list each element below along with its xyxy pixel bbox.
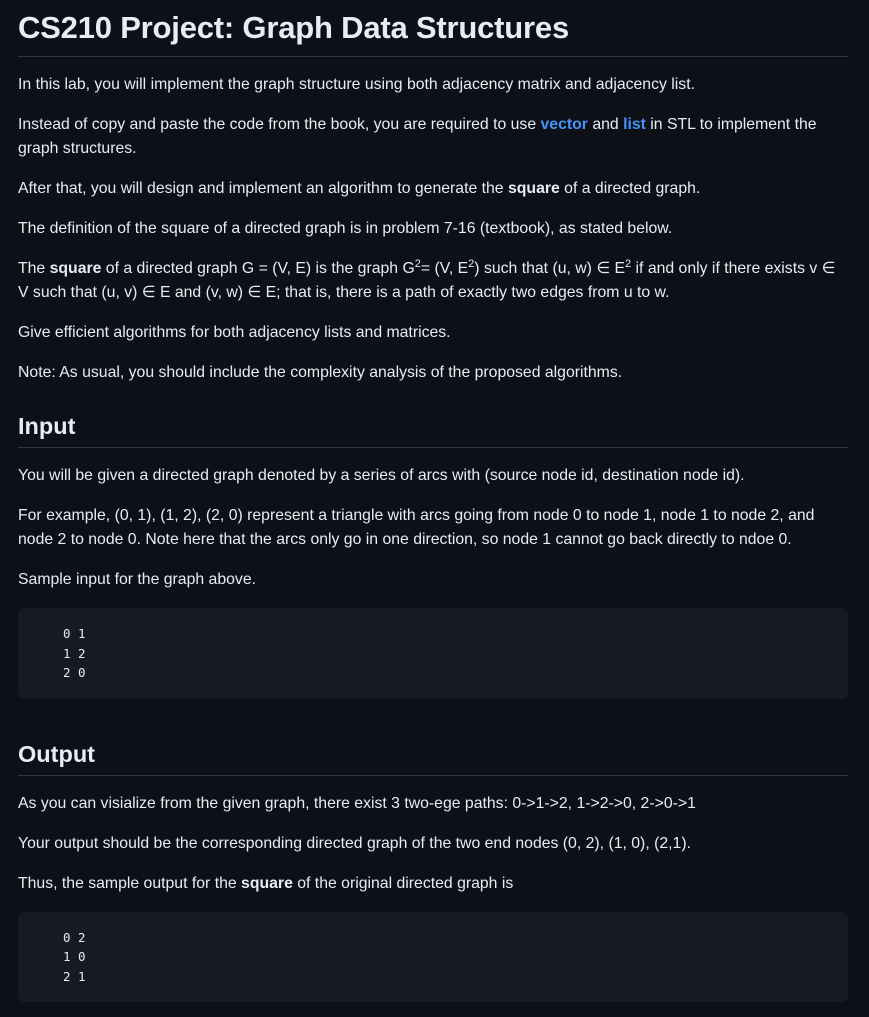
list-link[interactable]: list <box>623 116 646 133</box>
square-definition-paragraph <box>18 257 848 305</box>
definition-sup-2: 2 <box>468 258 475 270</box>
output-p3-text-before: Thus, the sample output for the <box>18 874 242 892</box>
output-paragraph-1: As you can visialize from the given graph, there exist 3 two-ege paths: 0->1->2, 1->2->0, 2->0->1 <box>18 794 696 812</box>
code-line: 1 0 <box>63 949 86 964</box>
input-paragraph-3: Sample input for the graph above. <box>18 571 256 588</box>
output-heading: Output <box>18 739 848 776</box>
intro-p2-text-before: Instead of copy and paste the code from the book, you are required to use <box>18 116 541 133</box>
output-paragraph-3 <box>18 872 848 896</box>
code-line: 2 0 <box>63 665 86 680</box>
input-paragraph-1: You will be given a directed graph denoted by a series of arcs with (source node id, destination node id). <box>18 467 745 484</box>
intro-paragraph-2 <box>18 113 848 161</box>
intro-p3-bold: square <box>507 180 560 197</box>
definition-sup-3: 2 <box>625 258 632 270</box>
output-p3-bold: square <box>241 874 293 892</box>
intro-note: Note: As usual, you should include the complexity analysis of the proposed algorithms. <box>18 364 623 381</box>
intro-paragraph-6: Give efficient algorithms for both adjacency lists and matrices. <box>18 324 451 341</box>
intro-paragraph-3 <box>18 177 848 201</box>
sample-input-code-block[interactable] <box>18 608 848 699</box>
definition-text-d: if and only if there exists v ∈ V such that (u, v) ∈ E and (v, w) ∈ E; that is, there is a path of exactly two edges from u to w. <box>18 260 836 301</box>
code-line: 2 1 <box>63 968 86 984</box>
intro-p3-text-after: of a directed graph. <box>559 180 701 197</box>
output-p3-text-after: of the original directed graph is <box>292 874 514 892</box>
vector-link[interactable]: vector <box>540 116 588 133</box>
definition-text-a: of a directed graph G = (V, E) is the graph G <box>101 260 415 277</box>
code-line: 0 1 <box>63 626 86 641</box>
definition-text-c: ) such that (u, w) ∈ E <box>474 260 626 277</box>
intro-p2-text-mid: and <box>587 116 624 133</box>
output-paragraph-2: Your output should be the corresponding directed graph of the two end nodes (0, 2), (1, 0), (2,1). <box>18 834 691 852</box>
definition-sup-1: 2 <box>414 258 421 270</box>
code-line: 0 2 <box>63 929 86 945</box>
page-title: CS210 Project: Graph Data Structures <box>18 0 848 57</box>
intro-paragraph-1: In this lab, you will implement the graph structure using both adjacency matrix and adjacency list. <box>18 76 695 93</box>
intro-p3-text-before: After that, you will design and implement an algorithm to generate the <box>18 180 508 197</box>
sample-output-code-block[interactable] <box>18 912 848 1003</box>
input-heading: Input <box>18 411 848 448</box>
definition-square-bold: square <box>49 260 102 277</box>
input-paragraph-2: For example, (0, 1), (1, 2), (2, 0) represent a triangle with arcs going from node 0 to node 1, node 1 to node 2, and node 2 to node 0. Note here that the arcs only go in one direction, so node 1 cannot go back directly to ndoe 0. <box>18 507 815 548</box>
intro-paragraph-4: The definition of the square of a directed graph is in problem 7-16 (textbook), as stated below. <box>18 220 673 237</box>
definition-the: The <box>18 260 50 277</box>
code-line: 1 2 <box>63 645 86 661</box>
definition-text-b: = (V, E <box>420 260 469 277</box>
intro-p2-text-after: in STL to implement the graph structures. <box>18 116 817 157</box>
